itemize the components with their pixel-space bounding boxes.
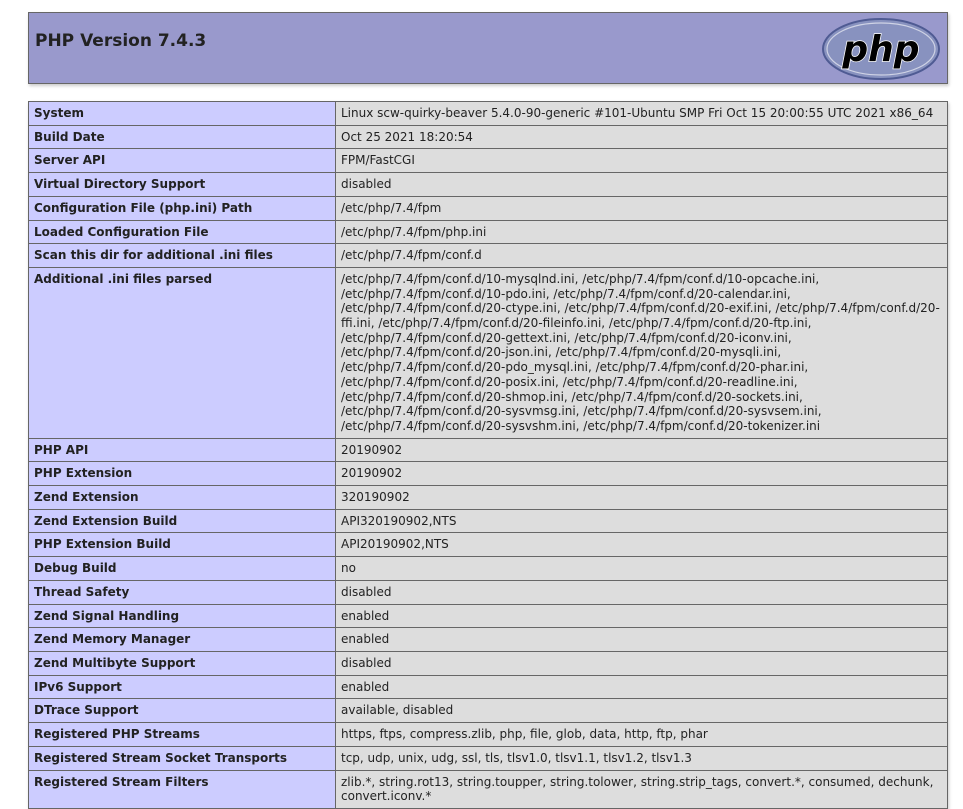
row-label: System — [29, 102, 336, 126]
table-row — [29, 675, 948, 699]
row-value: https, ftps, compress.zlib, php, file, glob, data, http, ftp, phar — [336, 723, 948, 747]
row-value: zlib.*, string.rot13, string.toupper, string.tolower, string.strip_tags, convert.*, consumed, dechunk, convert.iconv.* — [336, 770, 948, 808]
row-value: FPM/FastCGI — [336, 149, 948, 173]
table-row — [29, 125, 948, 149]
row-label: Registered PHP Streams — [29, 723, 336, 747]
table-row — [29, 486, 948, 510]
table-row — [29, 651, 948, 675]
table-row — [29, 196, 948, 220]
row-label: DTrace Support — [29, 699, 336, 723]
row-value: /etc/php/7.4/fpm — [336, 196, 948, 220]
row-value: 20190902 — [336, 462, 948, 486]
table-row — [29, 173, 948, 197]
row-value: Oct 25 2021 18:20:54 — [336, 125, 948, 149]
info-table — [28, 101, 948, 809]
row-label: Zend Multibyte Support — [29, 651, 336, 675]
table-row — [29, 580, 948, 604]
table-row — [29, 557, 948, 581]
table-row — [29, 438, 948, 462]
row-value: disabled — [336, 651, 948, 675]
row-label: Debug Build — [29, 557, 336, 581]
phpinfo-page — [28, 12, 948, 809]
table-row — [29, 533, 948, 557]
table-row — [29, 723, 948, 747]
row-value: /etc/php/7.4/fpm/conf.d/10-mysqlnd.ini, /etc/php/7.4/fpm/conf.d/10-opcache.ini, /etc/php/7.4/fpm/conf.d/10-pdo.ini, /etc/php/7.4/fpm/conf.d/20-calendar.ini, /etc/php/7.4/fpm/conf.d/20-ctype.ini, /etc/php/7.4/fpm/conf.d/20-exif.ini, /etc/php/7.4/fpm/conf.d/20-ffi.ini, /etc/php/7.4/fpm/conf.d/20-fileinfo.ini, /etc/php/7.4/fpm/conf.d/20-ftp.ini, /etc/php/7.4/fpm/conf.d/20-gettext.ini, /etc/php/7.4/fpm/conf.d/20-iconv.ini, /etc/php/7.4/fpm/conf.d/20-json.ini, /etc/php/7.4/fpm/conf.d/20-mysqli.ini, /etc/php/7.4/fpm/conf.d/20-pdo_mysql.ini, /etc/php/7.4/fpm/conf.d/20-phar.ini, /etc/php/7.4/fpm/conf.d/20-posix.ini, /etc/php/7.4/fpm/conf.d/20-readline.ini, /etc/php/7.4/fpm/conf.d/20-shmop.ini, /etc/php/7.4/fpm/conf.d/20-sockets.ini, /etc/php/7.4/fpm/conf.d/20-sysvmsg.ini, /etc/php/7.4/fpm/conf.d/20-sysvsem.ini, /etc/php/7.4/fpm/conf.d/20-sysvshm.ini, /etc/php/7.4/fpm/conf.d/20-tokenizer.ini — [336, 267, 948, 438]
row-label: Zend Memory Manager — [29, 628, 336, 652]
row-value: tcp, udp, unix, udg, ssl, tls, tlsv1.0, tlsv1.1, tlsv1.2, tlsv1.3 — [336, 746, 948, 770]
table-row — [29, 149, 948, 173]
table-row — [29, 244, 948, 268]
table-row — [29, 746, 948, 770]
row-label: Server API — [29, 149, 336, 173]
table-row — [29, 628, 948, 652]
row-label: Loaded Configuration File — [29, 220, 336, 244]
row-label: Zend Signal Handling — [29, 604, 336, 628]
row-value: /etc/php/7.4/fpm/conf.d — [336, 244, 948, 268]
row-label: Additional .ini files parsed — [29, 267, 336, 438]
table-row — [29, 699, 948, 723]
row-value: Linux scw-quirky-beaver 5.4.0-90-generic #101-Ubuntu SMP Fri Oct 15 20:00:55 UTC 2021 x86_64 — [336, 102, 948, 126]
row-value: disabled — [336, 580, 948, 604]
row-label: PHP API — [29, 438, 336, 462]
version-header — [28, 12, 948, 84]
svg-text:php: php — [842, 29, 920, 70]
row-label: Virtual Directory Support — [29, 173, 336, 197]
row-value: no — [336, 557, 948, 581]
row-value: available, disabled — [336, 699, 948, 723]
row-value: API320190902,NTS — [336, 509, 948, 533]
row-value: enabled — [336, 675, 948, 699]
row-label: Thread Safety — [29, 580, 336, 604]
row-label: IPv6 Support — [29, 675, 336, 699]
table-row — [29, 267, 948, 438]
row-value: /etc/php/7.4/fpm/php.ini — [336, 220, 948, 244]
table-row — [29, 770, 948, 808]
row-label: Registered Stream Filters — [29, 770, 336, 808]
php-logo-icon[interactable] — [821, 17, 941, 81]
table-row — [29, 509, 948, 533]
row-label: Configuration File (php.ini) Path — [29, 196, 336, 220]
row-value: disabled — [336, 173, 948, 197]
row-value: 320190902 — [336, 486, 948, 510]
row-label: Zend Extension Build — [29, 509, 336, 533]
row-value: enabled — [336, 628, 948, 652]
row-value: 20190902 — [336, 438, 948, 462]
row-label: Scan this dir for additional .ini files — [29, 244, 336, 268]
table-row — [29, 102, 948, 126]
row-value: enabled — [336, 604, 948, 628]
page-title: PHP Version 7.4.3 — [35, 31, 207, 51]
row-label: Build Date — [29, 125, 336, 149]
table-row — [29, 604, 948, 628]
row-value: API20190902,NTS — [336, 533, 948, 557]
table-row — [29, 220, 948, 244]
row-label: PHP Extension Build — [29, 533, 336, 557]
table-row — [29, 462, 948, 486]
row-label: Registered Stream Socket Transports — [29, 746, 336, 770]
row-label: PHP Extension — [29, 462, 336, 486]
row-label: Zend Extension — [29, 486, 336, 510]
